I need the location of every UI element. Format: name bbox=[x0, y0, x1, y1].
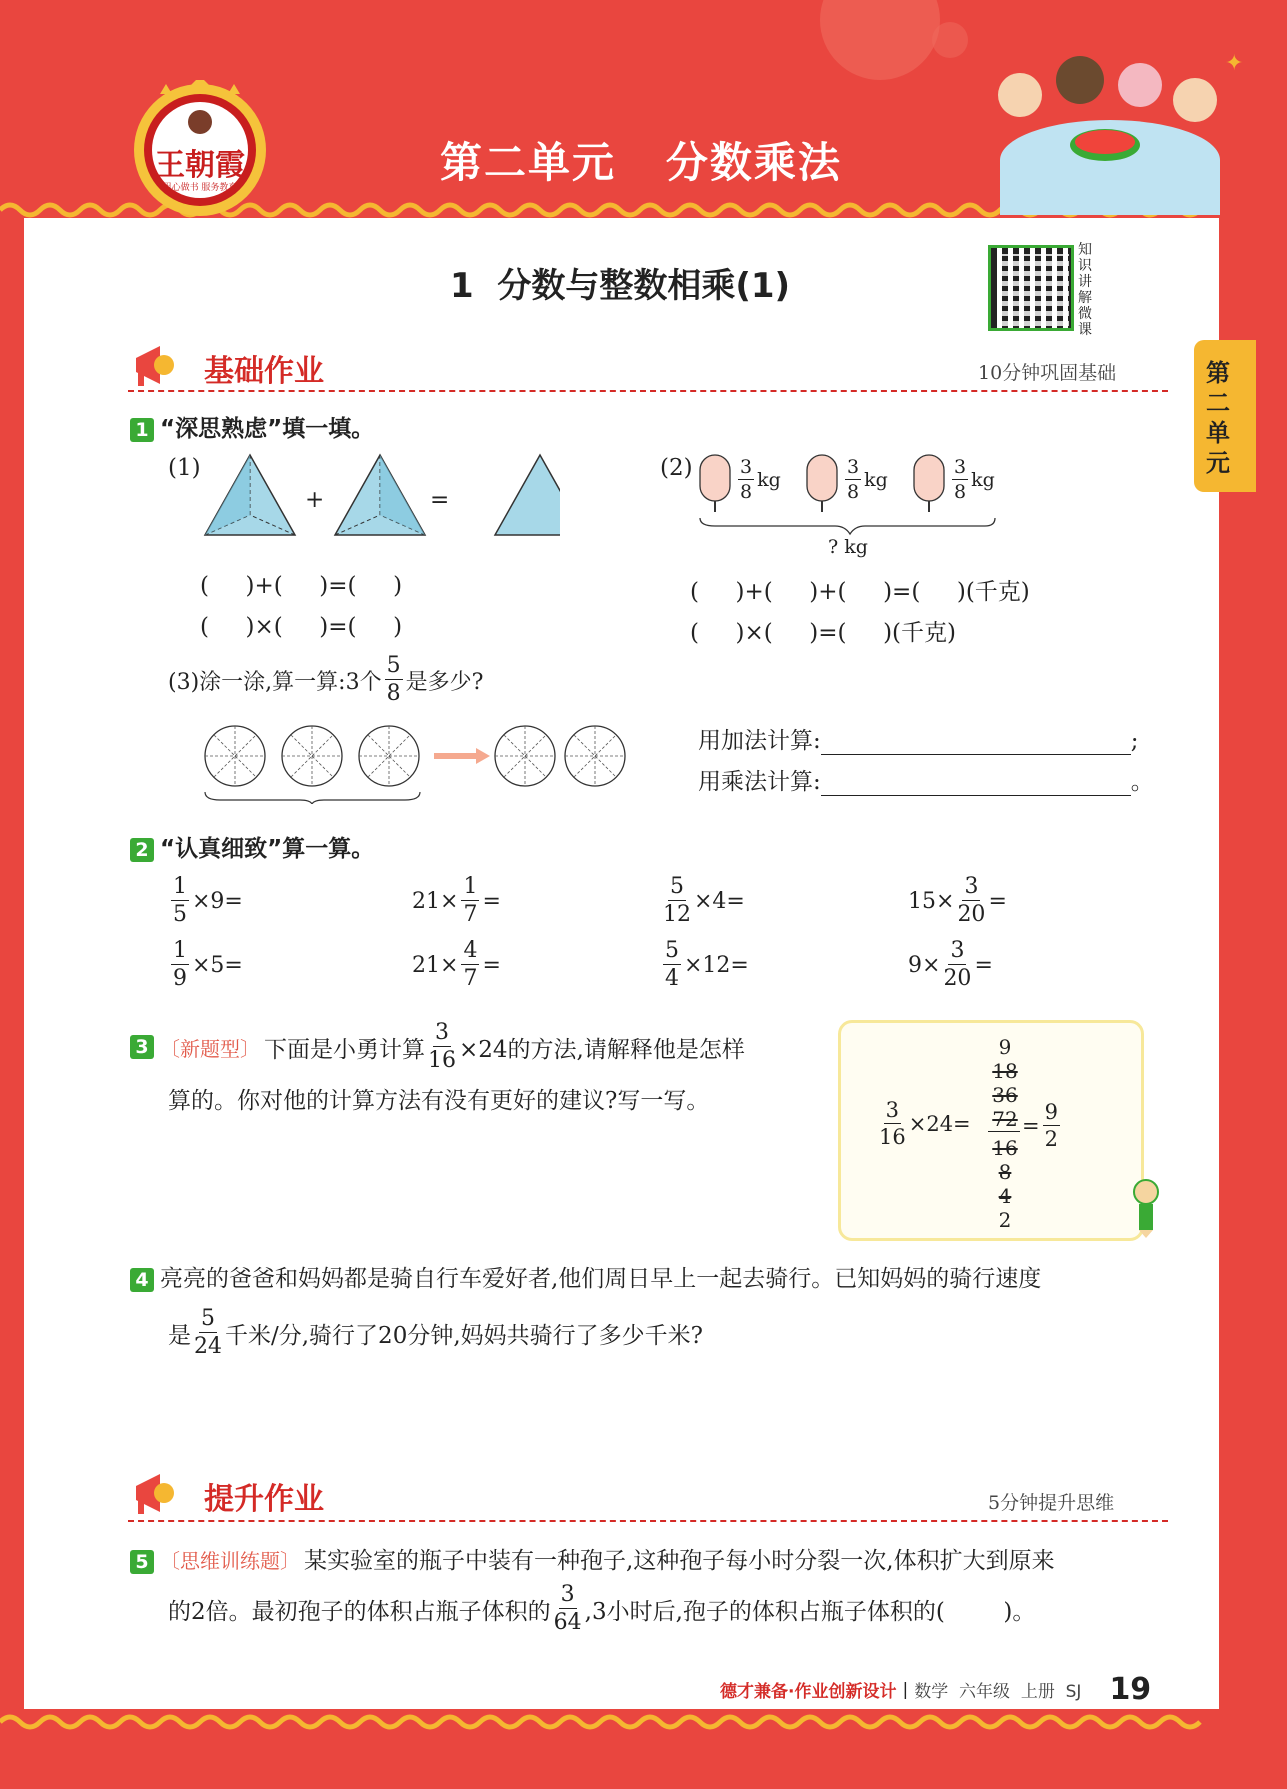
q1-heading bbox=[130, 410, 374, 443]
section-divider bbox=[128, 390, 1168, 392]
q2-heading bbox=[130, 830, 374, 863]
q2-exercise-item: $\frac{5}{12}$ ×4= bbox=[663, 874, 745, 927]
unit-title: 第二单元 分数乘法 bbox=[440, 138, 842, 187]
q1-part1-add-blanks: ( )+( )=( ) bbox=[200, 573, 403, 599]
q4-number: 4 bbox=[130, 1268, 154, 1292]
q1-number: 1 bbox=[130, 418, 154, 442]
q1-part1-label: (1) bbox=[168, 455, 201, 481]
pencil-mascot-icon bbox=[1122, 1176, 1170, 1238]
brand-logo bbox=[130, 80, 270, 220]
q2-text: “认真细致”算一算。 bbox=[160, 836, 375, 862]
add-method-label: 用加法计算: ; bbox=[698, 728, 1139, 754]
lesson-title: 1 分数与整数相乘(1) bbox=[450, 266, 791, 306]
q4-line1: 4 亮亮的爸爸和妈妈都是骑自行车爱好者,他们周日早上一起去骑行。已知妈妈的骑行速度 bbox=[130, 1260, 1041, 1293]
brand-name: 王朝霞 bbox=[155, 148, 245, 183]
q1-part1-mul-blanks: ( )×( )=( ) bbox=[200, 614, 403, 640]
q5-number: 5 bbox=[130, 1550, 154, 1574]
page-number: 19 bbox=[1109, 1672, 1152, 1707]
q1-part2-add-blanks: ( )+( )+( )=( )(千克) bbox=[690, 579, 1030, 605]
section-title-advanced: 提升作业 bbox=[204, 1482, 324, 1517]
footer-series: 德才兼备·作业创新设计 bbox=[720, 1682, 897, 1702]
popsicle-weight-1: $\frac{3}{8}$ kg bbox=[740, 456, 781, 503]
section-note-advanced: 5分钟提升思维 bbox=[988, 1492, 1115, 1514]
q3-number: 3 bbox=[130, 1035, 154, 1059]
student-work-fraction-bar bbox=[988, 1131, 1020, 1132]
equals-sign: = bbox=[430, 487, 450, 513]
student-work-result: = $\frac{9}{2}$ bbox=[1022, 1100, 1058, 1151]
section-title-basic: 基础作业 bbox=[204, 354, 324, 389]
pie-circles[interactable] bbox=[200, 722, 630, 804]
section-divider bbox=[128, 1520, 1168, 1522]
q3-line2: 算的。你对他的计算方法有没有更好的建议?写一写。 bbox=[168, 1088, 710, 1114]
q2-exercise-item: 9× $\frac{3}{20}$ = bbox=[908, 938, 993, 991]
cartoon-characters-illustration bbox=[980, 40, 1250, 215]
q5-line2: 的2倍。最初孢子的体积占瓶子体积的 $\frac{3}{64}$ ,3小时后,孢子的体积占瓶子体积的( )。 bbox=[168, 1582, 1036, 1635]
section-note-basic: 10分钟巩固基础 bbox=[978, 362, 1117, 384]
student-work-stack-top: 9 18 36 72 bbox=[992, 1035, 1018, 1131]
qr-label: 知识讲解微课 bbox=[1078, 242, 1092, 338]
bottom-wave-border bbox=[0, 1712, 1287, 1732]
q2-exercise-item: $\frac{5}{4}$ ×12= bbox=[665, 938, 749, 991]
q2-exercise-item: 21× $\frac{1}{7}$ = bbox=[412, 874, 501, 927]
footer: 德才兼备·作业创新设计 | 数学 六年级 上册 SJ 19 bbox=[720, 1672, 1152, 1707]
thinking-training-tag: 〔思维训练题〕 bbox=[160, 1549, 300, 1573]
brand-tagline: 用心做书 服务教育 bbox=[162, 183, 238, 193]
q2-exercise-item: $\frac{1}{9}$ ×5= bbox=[173, 938, 243, 991]
q3-line1: 3 〔新题型〕 下面是小勇计算 $\frac{3}{16}$ ×24的方法,请解释他是怎样 bbox=[130, 1022, 745, 1072]
q2-exercise-item: $\frac{1}{5}$ ×9= bbox=[173, 874, 243, 927]
side-tab-label: 第二单元 bbox=[1206, 359, 1230, 477]
megaphone-icon bbox=[130, 340, 186, 390]
q1-part3-prompt: (3)涂一涂,算一算:3个 $\frac{5}{8}$ 是多少? bbox=[168, 653, 484, 706]
popsicle-total: ? kg bbox=[828, 536, 868, 558]
new-type-tag: 〔新题型〕 bbox=[160, 1036, 260, 1061]
q1-part2-mul-blanks: ( )×( )=( )(千克) bbox=[690, 620, 956, 646]
q5-line1: 5 〔思维训练题〕 某实验室的瓶子中装有一种孢子,这种孢子每小时分裂一次,体积扩大到原来 bbox=[130, 1542, 1055, 1575]
svg-text:✦: ✦ bbox=[1225, 51, 1244, 76]
q1-part2-label: (2) bbox=[660, 455, 693, 481]
header-band bbox=[0, 0, 1287, 220]
student-work-stack-bottom: 16 8 4 2 bbox=[992, 1136, 1018, 1232]
q2-exercise-item: 15× $\frac{3}{20}$ = bbox=[908, 874, 1007, 927]
triangle-figures bbox=[200, 450, 560, 550]
footer-subject: 数学 六年级 上册 SJ bbox=[914, 1682, 1082, 1702]
popsicle-weight-2: $\frac{3}{8}$ kg bbox=[847, 456, 888, 503]
q1-text: “深思熟虑”填一填。 bbox=[160, 416, 375, 442]
student-work-lhs: $\frac{3}{16}$ ×24= bbox=[879, 1098, 971, 1149]
mul-method-label: 用乘法计算: 。 bbox=[698, 769, 1154, 795]
plus-sign: + bbox=[305, 487, 325, 513]
q4-line2: 是 $\frac{5}{24}$ 千米/分,骑行了20分钟,妈妈共骑行了多少千米? bbox=[168, 1306, 703, 1359]
popsicle-weight-3: $\frac{3}{8}$ kg bbox=[954, 456, 995, 503]
q2-exercise-item: 21× $\frac{4}{7}$ = bbox=[412, 938, 501, 991]
q2-number: 2 bbox=[130, 838, 154, 862]
megaphone-icon bbox=[130, 1468, 186, 1518]
qr-code[interactable] bbox=[988, 245, 1074, 331]
